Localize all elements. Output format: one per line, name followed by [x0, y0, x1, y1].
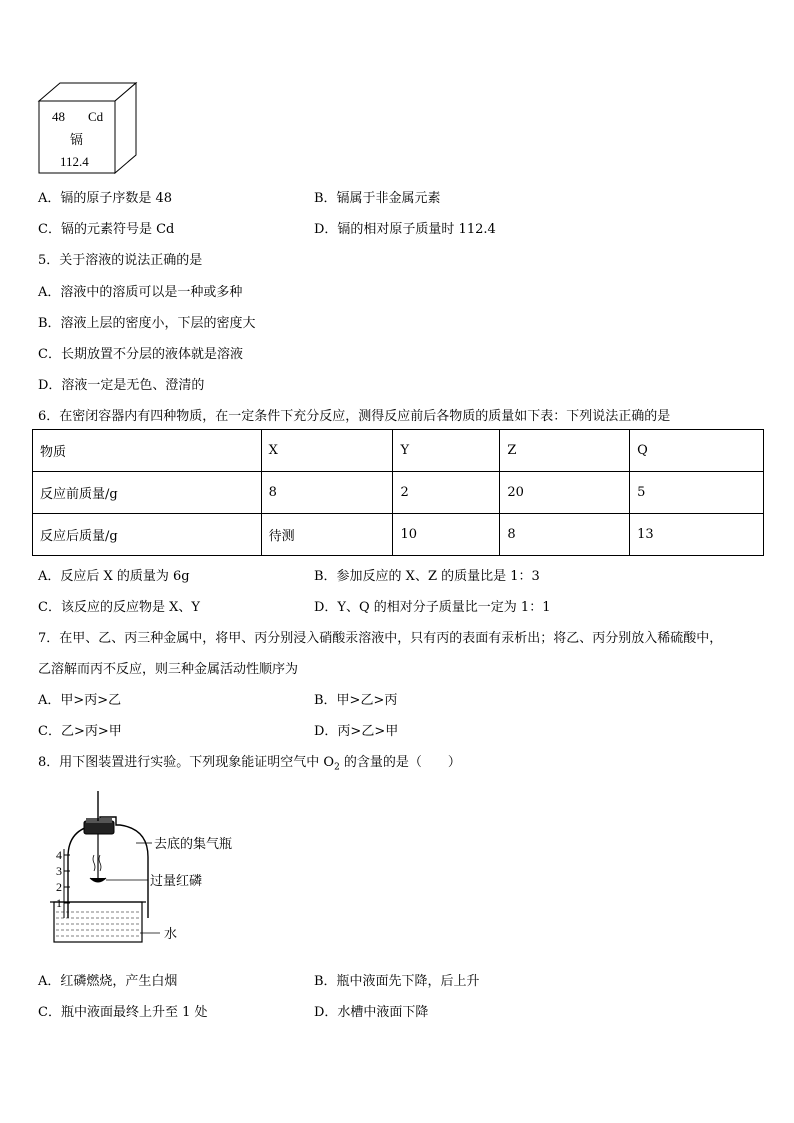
- q7-stem-line2: 乙溶解而丙不反应，则三种金属活动性顺序为: [38, 662, 299, 677]
- q8-option-c: C．瓶中液面最终上升至 1 处: [38, 1005, 208, 1020]
- table-row: [33, 514, 764, 556]
- scale-4: 4: [56, 848, 62, 862]
- q6-option-d: D．Y、Q 的相对分子质量比一定为 1：1: [314, 600, 551, 615]
- q7-stem-line1: 7．在甲、乙、丙三种金属中，将甲、丙分别浸入硝酸汞溶液中，只有丙的表面有汞析出；将乙、丙分别放入稀硫酸中，: [38, 631, 723, 646]
- q4-option-a: A．镉的原子序数是 48: [38, 191, 173, 206]
- table-header-row: [33, 430, 764, 472]
- q7-option-a: A．甲>丙>乙: [38, 693, 122, 708]
- table-header-cell: Q: [630, 430, 764, 472]
- q8-option-d: D．水槽中液面下降: [314, 1005, 429, 1020]
- table-cell: 8: [500, 514, 630, 556]
- scale-2: 2: [56, 880, 62, 894]
- table-cell: 反应后质量/g: [33, 514, 262, 556]
- label-bottle: 去底的集气瓶: [154, 837, 233, 852]
- table-cell: 5: [630, 472, 764, 514]
- scale-1: 1: [56, 896, 62, 910]
- table-header-cell: X: [261, 430, 393, 472]
- q5-option-c: C．长期放置不分层的液体就是溶液: [38, 347, 243, 362]
- q5-option-a: A．溶液中的溶质可以是一种或多种: [38, 285, 243, 300]
- q7-option-d: D．丙>乙>甲: [314, 724, 399, 739]
- q8-stem-post: 的含量的是（ ）: [339, 755, 461, 770]
- scale-3: 3: [56, 864, 62, 878]
- q4-option-c: C．镉的元素符号是 Cd: [38, 222, 175, 237]
- q8-stem-sub: 2: [334, 762, 340, 773]
- element-cube-diagram: [36, 80, 142, 176]
- table-cell: 2: [393, 472, 500, 514]
- table-cell: 待测: [261, 514, 393, 556]
- element-symbol: Cd: [88, 109, 104, 124]
- q4-option-b: B．镉属于非金属元素: [314, 191, 441, 206]
- q5-option-d: D．溶液一定是无色、澄清的: [38, 378, 205, 393]
- table-cell: 13: [630, 514, 764, 556]
- q6-data-table: [32, 429, 764, 556]
- q5-option-b: B．溶液上层的密度小，下层的密度大: [38, 316, 256, 331]
- table-cell: 反应前质量/g: [33, 472, 262, 514]
- q8-option-a: A．红磷燃烧，产生白烟: [38, 974, 178, 989]
- table-header-cell: 物质: [33, 430, 262, 472]
- q4-option-d: D．镉的相对原子质量时 112.4: [314, 222, 496, 237]
- table-header-cell: Y: [393, 430, 500, 472]
- table-cell: 20: [500, 472, 630, 514]
- label-phosphorus: 过量红磷: [150, 874, 203, 889]
- table-header-cell: Z: [500, 430, 630, 472]
- table-cell: 8: [261, 472, 393, 514]
- q5-stem: 5．关于溶液的说法正确的是: [38, 253, 203, 268]
- q8-stem-pre: 8．用下图装置进行实验。下列现象能证明空气中 O: [38, 755, 335, 770]
- table-cell: 10: [393, 514, 500, 556]
- q6-option-b: B．参加反应的 X、Z 的质量比是 1：3: [314, 569, 540, 584]
- q6-option-c: C．该反应的反应物是 X、Y: [38, 600, 200, 615]
- table-row: [33, 472, 764, 514]
- q6-option-a: A．反应后 X 的质量为 6g: [38, 569, 190, 584]
- element-number: 48: [52, 109, 65, 124]
- apparatus-diagram: [40, 785, 250, 950]
- q7-option-c: C．乙>丙>甲: [38, 724, 122, 739]
- q8-stem: [38, 751, 461, 773]
- q6-stem: 6．在密闭容器内有四种物质，在一定条件下充分反应，测得反应前后各物质的质量如下表：下列说法正确的是: [38, 409, 671, 424]
- element-mass: 112.4: [60, 154, 89, 169]
- element-name: 镉: [70, 133, 84, 148]
- q7-option-b: B．甲>乙>丙: [314, 693, 398, 708]
- q8-option-b: B．瓶中液面先下降，后上升: [314, 974, 480, 989]
- label-water: 水: [164, 927, 178, 942]
